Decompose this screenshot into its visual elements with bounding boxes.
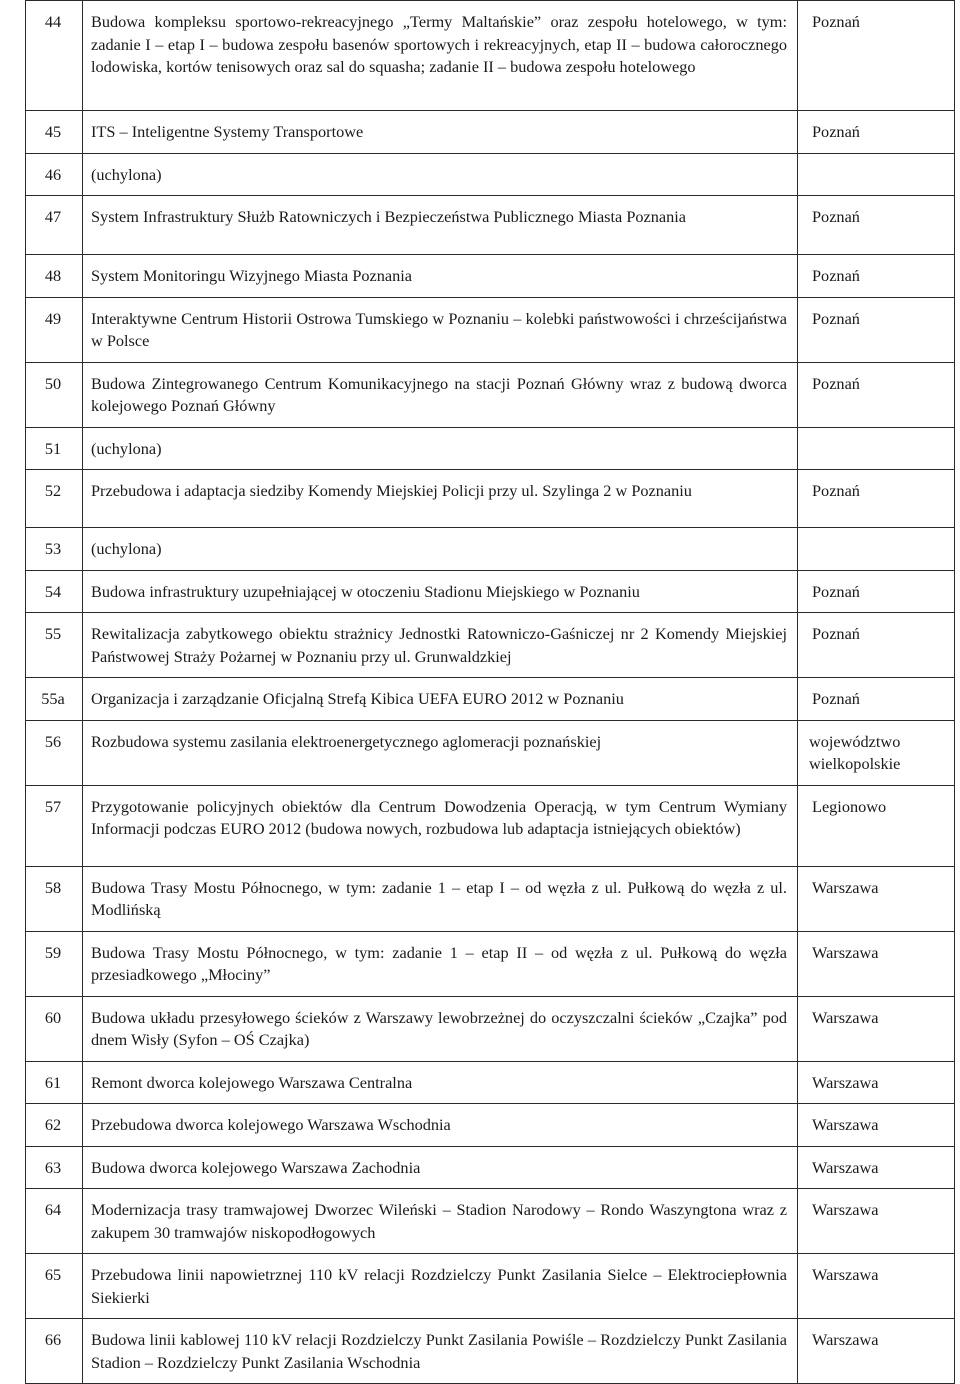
row-description: Budowa linii kablowej 110 kV relacji Rozdzielczy Punkt Zasilania Powiśle – Rozdzielczy Punkt Zasilania Stadion – Rozdzielczy Punkt Zasilania Wschodnia: [83, 1319, 798, 1384]
row-number: 64: [26, 1189, 83, 1254]
row-number: 49: [26, 297, 83, 362]
table-row: [26, 613, 955, 678]
row-location: Poznań: [798, 570, 955, 613]
row-location: Poznań: [798, 362, 955, 427]
row-number: 66: [26, 1319, 83, 1384]
table-row: [26, 1319, 955, 1384]
table-row: [26, 1189, 955, 1254]
row-location: Warszawa: [798, 1061, 955, 1104]
row-description: Przebudowa linii napowietrznej 110 kV relacji Rozdzielczy Punkt Zasilania Sielce – Elektrociepłownia Siekierki: [83, 1254, 798, 1319]
row-number: 55: [26, 613, 83, 678]
table-row: [26, 427, 955, 470]
row-location: [798, 153, 955, 196]
table-row: [26, 996, 955, 1061]
row-location: Warszawa: [798, 931, 955, 996]
row-description: Budowa Zintegrowanego Centrum Komunikacyjnego na stacji Poznań Główny wraz z budową dworca kolejowego Poznań Główny: [83, 362, 798, 427]
table-row: [26, 1, 955, 111]
row-number: 59: [26, 931, 83, 996]
row-number: 56: [26, 720, 83, 785]
row-description: Przygotowanie policyjnych obiektów dla Centrum Dowodzenia Operacją, w tym Centrum Wymiany Informacji podczas EURO 2012 (budowa nowych, rozbudowa lub adaptacja istniejących obiektów): [83, 785, 798, 866]
row-description: Interaktywne Centrum Historii Ostrowa Tumskiego w Poznaniu – kolebki państwowości i chrześcijaństwa w Polsce: [83, 297, 798, 362]
row-description: Rozbudowa systemu zasilania elektroenergetycznego aglomeracji poznańskiej: [83, 720, 798, 785]
row-number: 45: [26, 111, 83, 154]
row-location: Warszawa: [798, 1104, 955, 1147]
row-location: województwo wielkopolskie: [798, 720, 955, 785]
table-row: [26, 1146, 955, 1189]
row-description: System Monitoringu Wizyjnego Miasta Poznania: [83, 255, 798, 298]
row-number: 63: [26, 1146, 83, 1189]
row-description: Budowa infrastruktury uzupełniającej w otoczeniu Stadionu Miejskiego w Poznaniu: [83, 570, 798, 613]
table-body: [26, 1, 955, 1384]
row-description: Budowa dworca kolejowego Warszawa Zachodnia: [83, 1146, 798, 1189]
row-description: Budowa układu przesyłowego ścieków z Warszawy lewobrzeżnej do oczyszczalni ścieków „Czajka” pod dnem Wisły (Syfon – OŚ Czajka): [83, 996, 798, 1061]
table-row: [26, 931, 955, 996]
table-row: [26, 678, 955, 721]
row-location: Poznań: [798, 1, 955, 111]
table-row: [26, 470, 955, 528]
row-location: Poznań: [798, 255, 955, 298]
table-row: [26, 362, 955, 427]
row-number: 44: [26, 1, 83, 111]
row-number: 62: [26, 1104, 83, 1147]
row-number: 60: [26, 996, 83, 1061]
table-row: [26, 255, 955, 298]
row-number: 46: [26, 153, 83, 196]
row-description: System Infrastruktury Służb Ratowniczych i Bezpieczeństwa Publicznego Miasta Poznania: [83, 196, 798, 255]
row-number: 50: [26, 362, 83, 427]
row-location: [798, 528, 955, 571]
table-row: [26, 196, 955, 255]
table-row: [26, 570, 955, 613]
row-number: 48: [26, 255, 83, 298]
table-row: [26, 720, 955, 785]
row-number: 47: [26, 196, 83, 255]
row-number: 58: [26, 866, 83, 931]
row-location: Warszawa: [798, 1146, 955, 1189]
table-row: [26, 1061, 955, 1104]
row-number: 54: [26, 570, 83, 613]
table-row: [26, 297, 955, 362]
row-description: Remont dworca kolejowego Warszawa Centralna: [83, 1061, 798, 1104]
row-number: 52: [26, 470, 83, 528]
row-location: [798, 427, 955, 470]
row-location: Poznań: [798, 111, 955, 154]
row-description: Przebudowa i adaptacja siedziby Komendy Miejskiej Policji przy ul. Szylinga 2 w Poznaniu: [83, 470, 798, 528]
row-location: Poznań: [798, 196, 955, 255]
row-description: ITS – Inteligentne Systemy Transportowe: [83, 111, 798, 154]
table-row: [26, 785, 955, 866]
row-location: Warszawa: [798, 1319, 955, 1384]
row-location: Warszawa: [798, 996, 955, 1061]
row-number: 65: [26, 1254, 83, 1319]
row-location: Legionowo: [798, 785, 955, 866]
row-description: (uchylona): [83, 528, 798, 571]
row-location: Poznań: [798, 470, 955, 528]
table-row: [26, 866, 955, 931]
row-number: 55a: [26, 678, 83, 721]
row-description: Modernizacja trasy tramwajowej Dworzec Wileński – Stadion Narodowy – Rondo Waszyngtona wraz z zakupem 30 tramwajów niskopodłogowych: [83, 1189, 798, 1254]
table-row: [26, 153, 955, 196]
row-location: Poznań: [798, 678, 955, 721]
table-row: [26, 528, 955, 571]
table-row: [26, 1254, 955, 1319]
row-description: Budowa Trasy Mostu Północnego, w tym: zadanie 1 – etap I – od węzła z ul. Pułkową do węzła z ul. Modlińską: [83, 866, 798, 931]
row-number: 51: [26, 427, 83, 470]
row-location: Warszawa: [798, 1189, 955, 1254]
row-description: Budowa kompleksu sportowo-rekreacyjnego „Termy Maltańskie” oraz zespołu hotelowego, w tym: zadanie I – etap I – budowa zespołu basenów sportowych i rekreacyjnych, etap II – budowa całorocznego lodowiska, kortów tenisowych oraz sal do squasha; zadanie II – budowa zespołu hotelowego: [83, 1, 798, 111]
row-description: (uchylona): [83, 427, 798, 470]
row-location: Warszawa: [798, 866, 955, 931]
row-location: Poznań: [798, 297, 955, 362]
row-description: Przebudowa dworca kolejowego Warszawa Wschodnia: [83, 1104, 798, 1147]
table-row: [26, 1104, 955, 1147]
row-location: Warszawa: [798, 1254, 955, 1319]
row-number: 61: [26, 1061, 83, 1104]
row-description: Budowa Trasy Mostu Północnego, w tym: zadanie 1 – etap II – od węzła z ul. Pułkową do węzła przesiadkowego „Młociny”: [83, 931, 798, 996]
table-row: [26, 111, 955, 154]
row-location: Poznań: [798, 613, 955, 678]
row-description: Organizacja i zarządzanie Oficjalną Strefą Kibica UEFA EURO 2012 w Poznaniu: [83, 678, 798, 721]
row-description: (uchylona): [83, 153, 798, 196]
row-number: 57: [26, 785, 83, 866]
row-number: 53: [26, 528, 83, 571]
row-description: Rewitalizacja zabytkowego obiektu strażnicy Jednostki Ratowniczo-Gaśniczej nr 2 Komendy Miejskiej Państwowej Straży Pożarnej w Poznaniu przy ul. Grunwaldzkiej: [83, 613, 798, 678]
investment-list-table: [25, 0, 955, 1384]
